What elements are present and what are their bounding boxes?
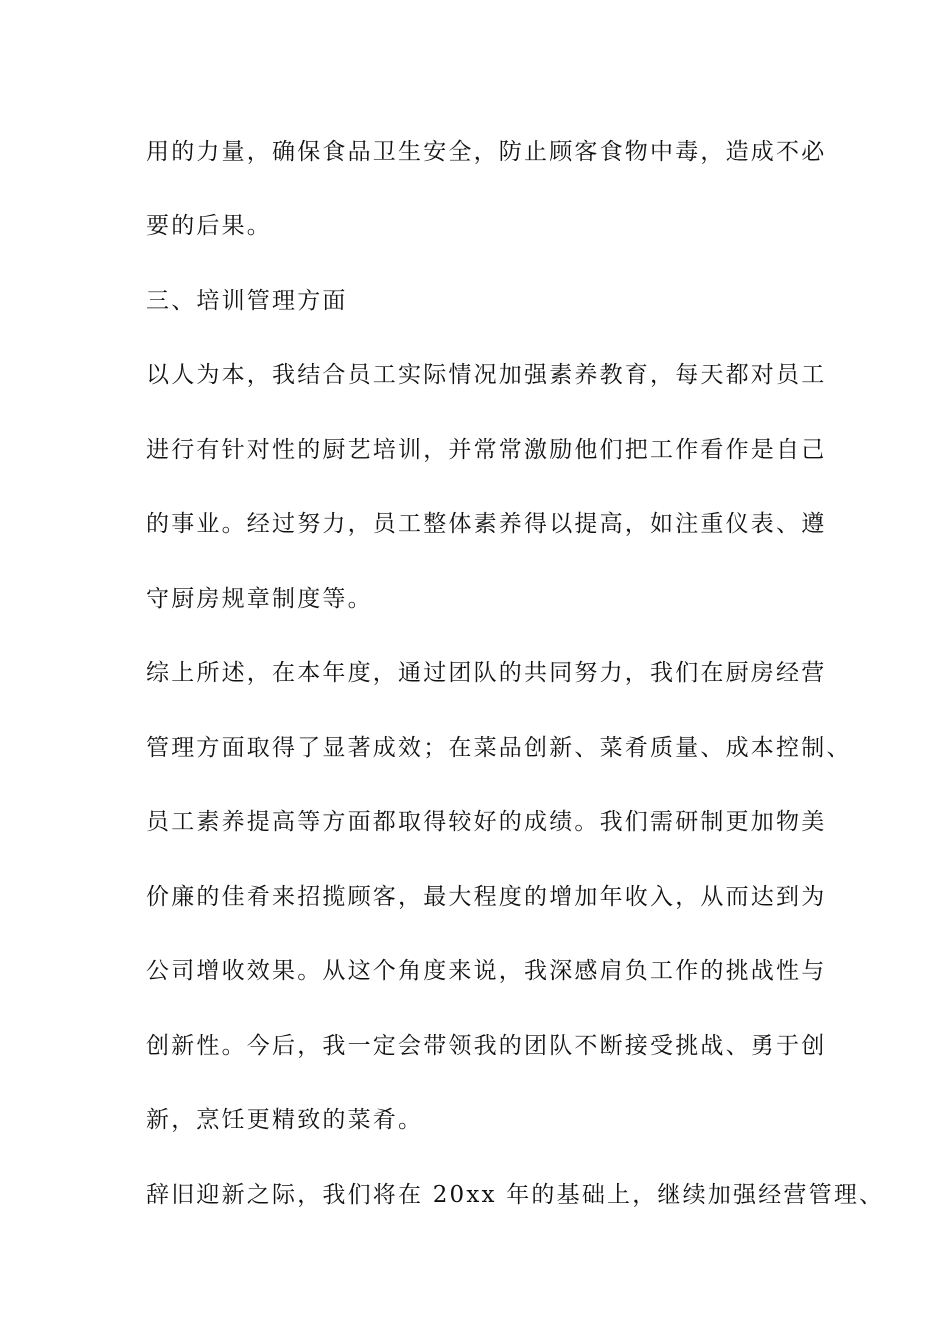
text-line: 综上所述，在本年度，通过团队的共同努力，我们在厨房经营: [146, 660, 827, 686]
text-line: 辞旧迎新之际，我们将在 20xx 年的基础上，继续加强经营管理、: [146, 1182, 885, 1208]
section-heading: 三、培训管理方面: [146, 288, 348, 314]
text-line: 守厨房规章制度等。: [146, 586, 373, 612]
text-line: 公司增收效果。从这个角度来说，我深感肩负工作的挑战性与: [146, 958, 827, 984]
text-line: 要的后果。: [146, 213, 272, 239]
text-line: 进行有针对性的厨艺培训，并常常激励他们把工作看作是自己: [146, 437, 827, 463]
text-line: 用的力量，确保食品卫生安全，防止顾客食物中毒，造成不必: [146, 139, 827, 165]
text-line: 以人为本，我结合员工实际情况加强素养教育，每天都对员工: [146, 362, 827, 388]
text-line: 价廉的佳肴来招揽顾客，最大程度的增加年收入，从而达到为: [146, 884, 827, 910]
text-line: 新，烹饪更精致的菜肴。: [146, 1107, 424, 1133]
text-line: 员工素养提高等方面都取得较好的成绩。我们需研制更加物美: [146, 809, 827, 835]
text-line: 管理方面取得了显著成效；在菜品创新、菜肴质量、成本控制、: [146, 735, 852, 761]
text-line: 的事业。经过努力，员工整体素养得以提高，如注重仪表、遵: [146, 511, 827, 537]
text-line: 创新性。今后，我一定会带领我的团队不断接受挑战、勇于创: [146, 1033, 827, 1059]
